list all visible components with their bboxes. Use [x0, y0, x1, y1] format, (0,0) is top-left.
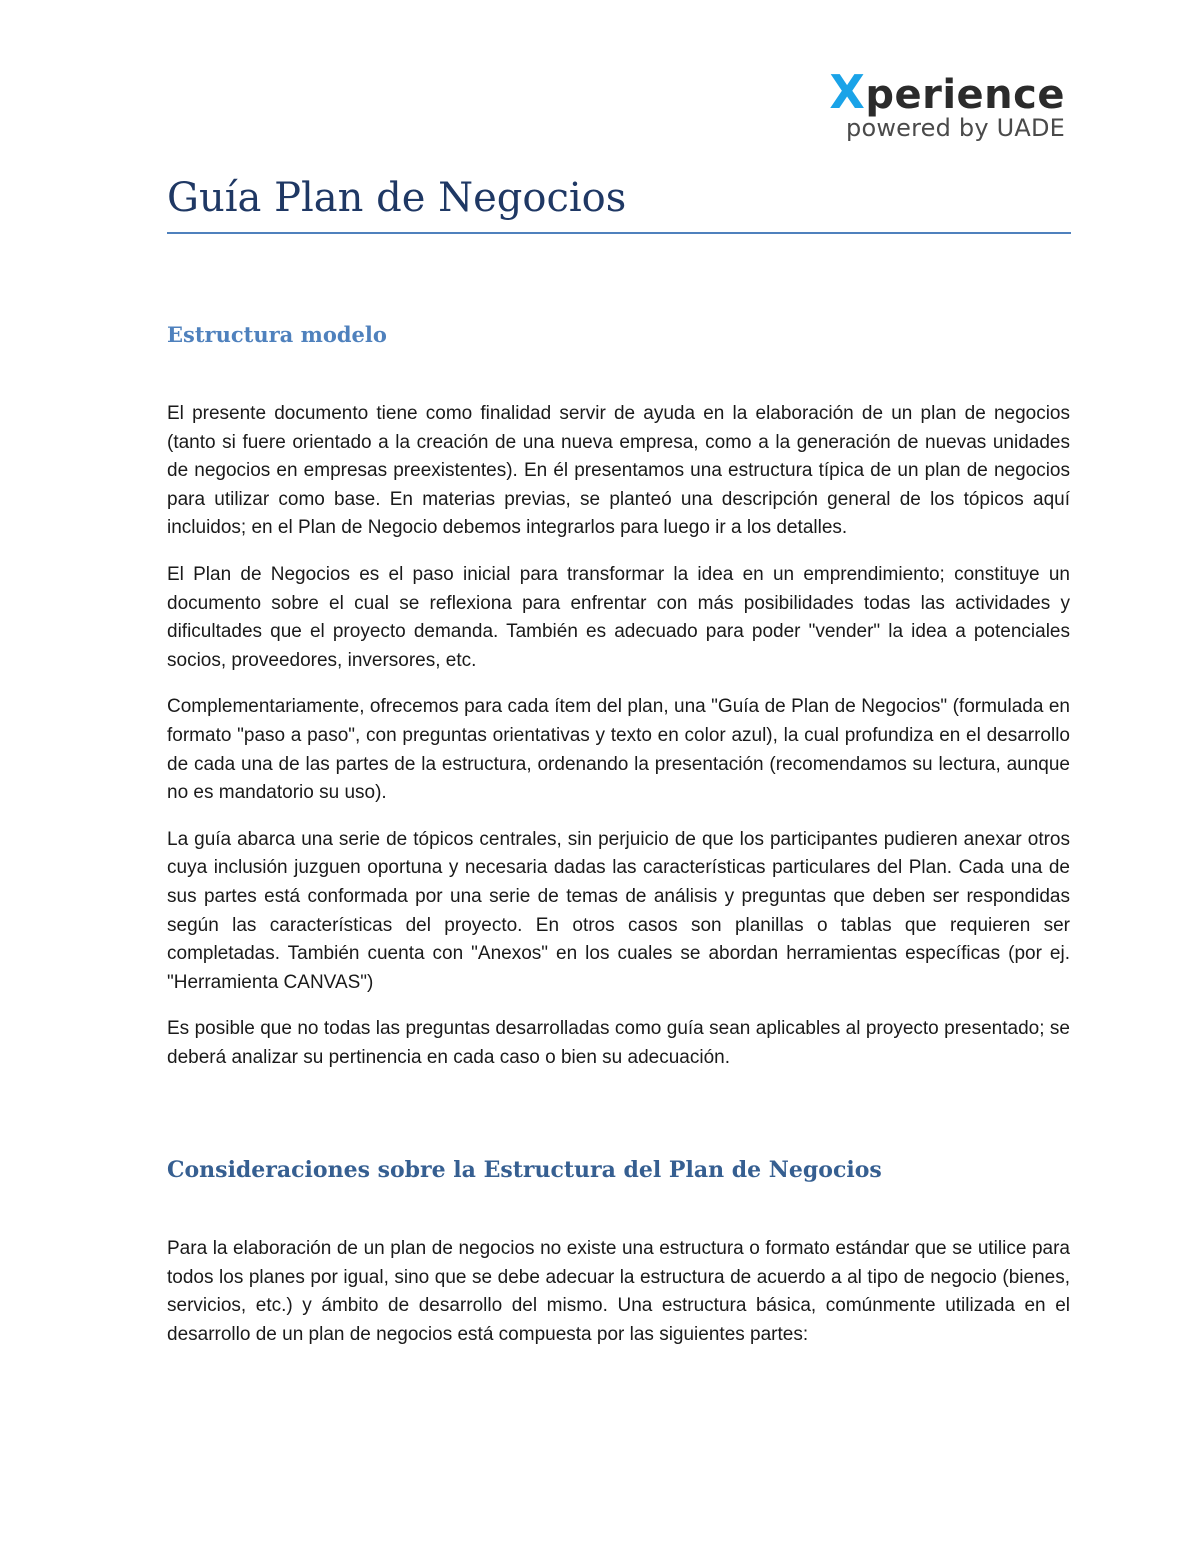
section-consideraciones [167, 1152, 1070, 1188]
document-title: Guía Plan de Negocios [167, 175, 627, 221]
title-divider [167, 232, 1071, 234]
xperience-logo [815, 65, 1065, 150]
section-consideraciones-body [167, 1235, 1070, 1367]
paragraph: La guía abarca una serie de tópicos centrales, sin perjuicio de que los participantes pudieren anexar otros cuya inclusión juzguen oportuna y necesaria dadas las características particulares del Plan. Cada una de sus partes está conformada por una serie de temas de análisis y preguntas que deben ser respondidas según las características del proyecto. En otros casos son planillas o tablas que requieren ser completadas. También cuenta con "Anexos" en los cuales se abordan herramientas específicas (por ej. "Herramienta CANVAS") [167, 828, 1070, 993]
logo-x-mark: X [829, 65, 866, 119]
section-estructura-modelo [167, 318, 1070, 352]
paragraph: El presente documento tiene como finalidad servir de ayuda en la elaboración de un plan de negocios (tanto si fuere orientado a la creación de una nueva empresa, como a la generación de nuevas unidades de negocios en empresas preexistentes). En él presentamos una estructura típica de un plan de negocios para utilizar como base. En materias previas, se planteó una descripción general de los tópicos aquí incluidos; en el Plan de Negocio debemos integrarlos para luego ir a los detalles. [167, 403, 1070, 539]
paragraph: Complementariamente, ofrecemos para cada ítem del plan, una "Guía de Plan de Negocios" (formulada en formato "paso a paso", con preguntas orientativas y texto en color azul), la cual profundiza en el desarrollo de cada una de las partes de la estructura, ordenando la presentación (recomendamos su lectura, aunque no es mandatorio su uso). [167, 696, 1070, 804]
section-estructura-modelo-body [167, 400, 1070, 1090]
logo-wordmark [829, 65, 1065, 119]
paragraph: Es posible que no todas las preguntas desarrolladas como guía sean aplicables al proyecto presentado; se deberá analizar su pertinencia en cada caso o bien su adecuación. [167, 1018, 1070, 1068]
logo-tagline: powered by UADE [846, 114, 1065, 142]
paragraph: Para la elaboración de un plan de negocios no existe una estructura o formato estándar que se utilice para todos los planes por igual, sino que se debe adecuar la estructura de acuerdo a al tipo de negocio (bienes, servicios, etc.) y ámbito de desarrollo del mismo. Una estructura básica, comúnmente utilizada en el desarrollo de un plan de negocios está compuesta por las siguientes partes: [167, 1238, 1070, 1345]
paragraph: El Plan de Negocios es el paso inicial para transformar la idea en un emprendimiento; constituye un documento sobre el cual se reflexiona para enfrentar con más posibilidades todas las actividades y dificultades que el proyecto demanda. También es adecuado para poder "vender" la idea a potenciales socios, proveedores, inversores, etc. [167, 563, 1070, 671]
section-heading: Estructura modelo [167, 322, 387, 347]
section-heading: Consideraciones sobre la Estructura del Plan de Negocios [167, 1157, 882, 1183]
logo-wordmark-rest: perience [865, 72, 1065, 118]
